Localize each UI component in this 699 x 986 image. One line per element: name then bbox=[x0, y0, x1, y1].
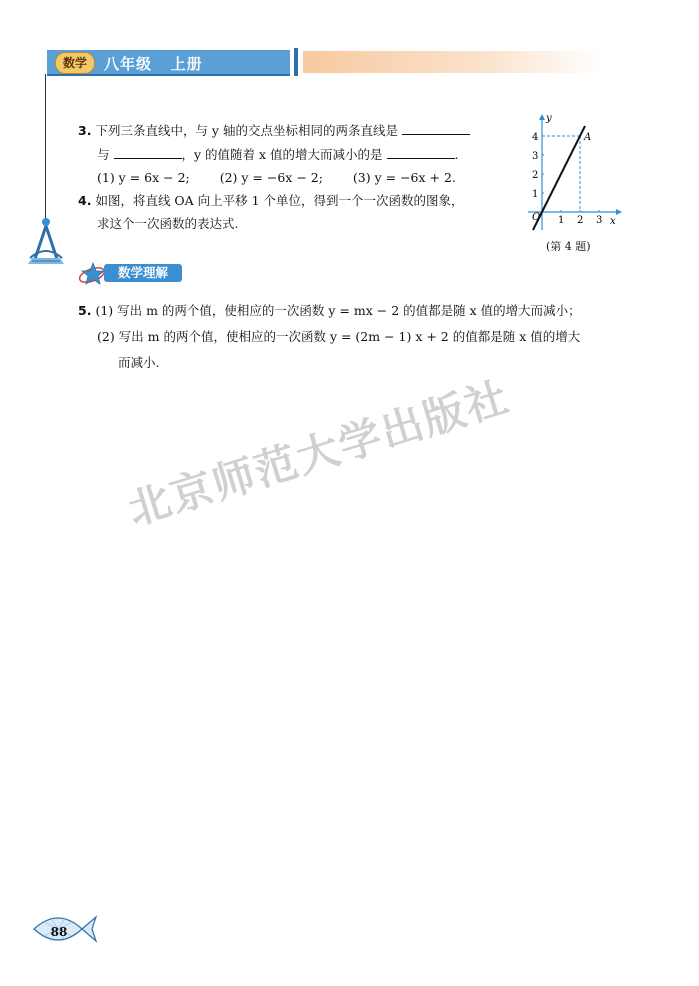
x-tick-label: 1 bbox=[558, 215, 565, 226]
question-3-line1 bbox=[78, 123, 470, 139]
question-number: 4. bbox=[78, 193, 92, 208]
y-tick-label: 3 bbox=[532, 151, 539, 162]
compass-icon bbox=[26, 216, 66, 268]
page-number: 88 bbox=[50, 925, 68, 939]
point-a-label: A bbox=[584, 132, 592, 143]
question-3-options bbox=[97, 170, 456, 186]
origin-label: O bbox=[532, 212, 541, 223]
y-axis-label: y bbox=[546, 113, 552, 124]
question-text: (2) 写出 m 的两个值，使相应的一次函数 y = (2m − 1) x + 2 的值都是随 x 值的增大 bbox=[97, 329, 581, 344]
question-5-line1 bbox=[78, 303, 581, 319]
y-tick-label: 2 bbox=[532, 170, 539, 181]
question-number: 3. bbox=[78, 123, 92, 138]
subject-badge: 数学 bbox=[55, 52, 95, 74]
header-stripe bbox=[303, 51, 603, 73]
margin-line bbox=[45, 74, 46, 220]
question-number: 5. bbox=[78, 303, 92, 318]
y-tick-label: 4 bbox=[532, 132, 539, 143]
question-4-graph bbox=[524, 112, 624, 232]
y-tick-label: 1 bbox=[532, 189, 539, 200]
question-text: (1) 写出 m 的两个值，使相应的一次函数 y = mx − 2 的值都是随 x 值的增大而减小； bbox=[95, 303, 581, 318]
question-5-line2 bbox=[97, 329, 580, 345]
x-tick-label: 3 bbox=[596, 215, 603, 226]
question-text: 与 bbox=[97, 147, 110, 162]
header-separator bbox=[294, 48, 298, 76]
question-text: 求这个一次函数的表达式. bbox=[97, 216, 239, 231]
question-5-line3 bbox=[118, 355, 159, 371]
x-axis-arrow bbox=[616, 209, 622, 215]
question-4-line1 bbox=[78, 193, 464, 209]
question-text: . bbox=[454, 147, 459, 162]
answer-blank[interactable] bbox=[387, 147, 455, 159]
option-3: (3) y = −6x + 2. bbox=[352, 170, 456, 185]
option-1: (1) y = 6x − 2; bbox=[97, 170, 190, 185]
figure-caption: (第 4 题) bbox=[546, 240, 591, 253]
section-title: 数学理解 bbox=[104, 264, 182, 282]
x-tick-label: 2 bbox=[577, 215, 584, 226]
header-title: 八年级 上册 bbox=[104, 55, 203, 73]
answer-blank[interactable] bbox=[114, 147, 182, 159]
y-axis-arrow bbox=[539, 114, 545, 120]
question-text: ，y 的值随着 x 值的增大而减小的是 bbox=[181, 147, 383, 162]
question-4-line2 bbox=[97, 216, 238, 232]
question-3-line2 bbox=[97, 147, 459, 163]
publisher-watermark: 北京师范大学出版社 bbox=[122, 371, 516, 535]
answer-blank[interactable] bbox=[402, 123, 470, 135]
option-2: (2) y = −6x − 2; bbox=[219, 170, 323, 185]
x-axis-label: x bbox=[610, 216, 616, 227]
question-text: 而减小. bbox=[118, 355, 160, 370]
question-text: 下列三条直线中，与 y 轴的交点坐标相同的两条直线是 bbox=[95, 123, 398, 138]
question-text: 如图，将直线 OA 向上平移 1 个单位，得到一个一次函数的图象， bbox=[95, 193, 464, 208]
